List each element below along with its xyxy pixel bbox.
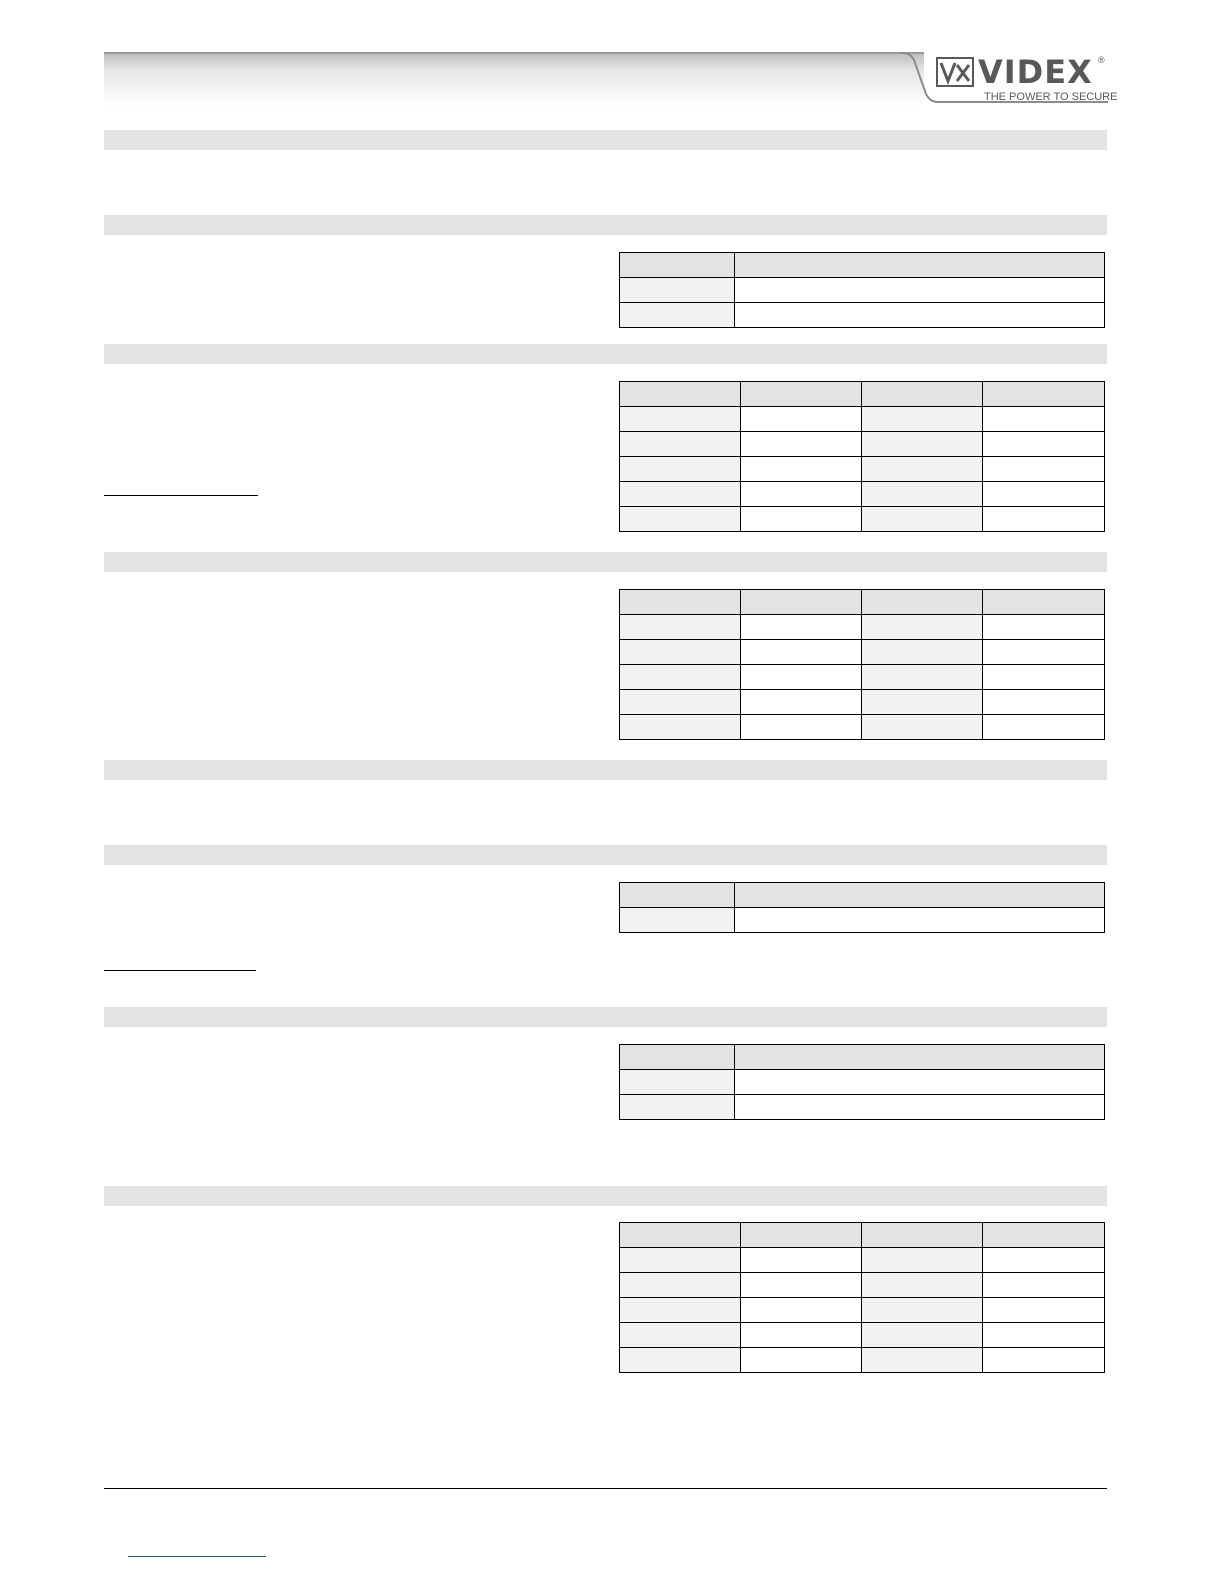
table-header-row: [620, 1223, 1105, 1248]
table-cell: [741, 690, 862, 715]
table-cell: [862, 640, 983, 665]
table-2: [619, 381, 1105, 532]
table-cell: [620, 432, 741, 457]
table-cell: [620, 1298, 741, 1323]
table-header-cell: [983, 1223, 1105, 1248]
table-cell: [862, 407, 983, 432]
table-header-cell: [741, 590, 862, 615]
table-row: [620, 615, 1105, 640]
table-cell: [741, 1348, 862, 1373]
table-cell: [862, 615, 983, 640]
table-cell: [735, 1070, 1105, 1095]
table-cell: [735, 278, 1105, 303]
table-header-cell: [862, 1223, 983, 1248]
table-row: [620, 908, 1105, 933]
table-cell: [620, 1070, 735, 1095]
table-cell: [741, 432, 862, 457]
table-cell: [862, 482, 983, 507]
table-cell: [620, 507, 741, 532]
table-cell: [620, 690, 741, 715]
table-row: [620, 715, 1105, 740]
table-cell: [983, 715, 1105, 740]
table-cell: [983, 432, 1105, 457]
table-cell: [741, 1323, 862, 1348]
table-row: [620, 1095, 1105, 1120]
table-header-row: [620, 253, 1105, 278]
section-bar-7: [104, 1007, 1107, 1027]
table-cell: [620, 1248, 741, 1273]
table-header-cell: [862, 382, 983, 407]
table-cell: [620, 303, 735, 328]
table-cell: [741, 482, 862, 507]
table-cell: [741, 715, 862, 740]
table-cell: [983, 690, 1105, 715]
table-row: [620, 690, 1105, 715]
footer-rule: [104, 1488, 1107, 1489]
table-cell: [620, 1095, 735, 1120]
table-header-cell: [735, 253, 1105, 278]
table-cell: [862, 1323, 983, 1348]
table-row: [620, 482, 1105, 507]
table-cell: [741, 1298, 862, 1323]
table-header-cell: [620, 883, 735, 908]
table-header-row: [620, 590, 1105, 615]
table-row: [620, 1323, 1105, 1348]
table-6: [619, 1222, 1105, 1373]
table-cell: [620, 1273, 741, 1298]
table-cell: [741, 1248, 862, 1273]
table-row: [620, 278, 1105, 303]
table-cell: [741, 457, 862, 482]
table-row: [620, 457, 1105, 482]
table-header-cell: [620, 382, 741, 407]
table-cell: [862, 1273, 983, 1298]
table-header-cell: [620, 590, 741, 615]
logo-tagline: THE POWER TO SECURE: [984, 91, 1118, 103]
table-cell: [983, 407, 1105, 432]
table-cell: [862, 507, 983, 532]
videx-logo: [936, 53, 1118, 105]
table-cell: [983, 482, 1105, 507]
table-cell: [735, 1095, 1105, 1120]
table-cell: [741, 665, 862, 690]
table-cell: [620, 482, 741, 507]
table-cell: [735, 908, 1105, 933]
table-row: [620, 303, 1105, 328]
table-row: [620, 1298, 1105, 1323]
table-header-cell: [862, 590, 983, 615]
table-cell: [741, 640, 862, 665]
table-header-cell: [620, 253, 735, 278]
section-bar-6: [104, 845, 1107, 865]
table-cell: [983, 507, 1105, 532]
table-cell: [862, 457, 983, 482]
table-header-cell: [741, 382, 862, 407]
table-cell: [741, 507, 862, 532]
table-header-cell: [620, 1045, 735, 1070]
table-header-row: [620, 1045, 1105, 1070]
table-5: [619, 1044, 1105, 1120]
table-cell: [620, 457, 741, 482]
section-bar-5: [104, 760, 1107, 780]
section-bar-8: [104, 1186, 1107, 1206]
table-cell: [983, 665, 1105, 690]
table-cell: [862, 665, 983, 690]
table-cell: [620, 665, 741, 690]
table-cell: [620, 278, 735, 303]
table-row: [620, 665, 1105, 690]
table-row: [620, 432, 1105, 457]
table-cell: [983, 1323, 1105, 1348]
table-cell: [741, 1273, 862, 1298]
table-cell: [741, 407, 862, 432]
table-cell: [862, 1348, 983, 1373]
table-cell: [620, 615, 741, 640]
table-cell: [620, 1348, 741, 1373]
underline-rule-2: [104, 970, 256, 971]
section-bar-1: [104, 130, 1107, 150]
table-1: [619, 252, 1105, 328]
table-cell: [862, 715, 983, 740]
table-cell: [983, 615, 1105, 640]
table-header-row: [620, 883, 1105, 908]
table-header-cell: [741, 1223, 862, 1248]
table-cell: [620, 640, 741, 665]
table-3: [619, 589, 1105, 740]
table-header-cell: [620, 1223, 741, 1248]
table-row: [620, 407, 1105, 432]
table-cell: [741, 615, 862, 640]
table-cell: [620, 715, 741, 740]
logo-wordmark: VIDEX: [978, 53, 1093, 91]
table-header-cell: [735, 883, 1105, 908]
table-cell: [983, 457, 1105, 482]
table-cell: [620, 1323, 741, 1348]
table-cell: [862, 690, 983, 715]
section-bar-4: [104, 552, 1107, 572]
footer-link-underline[interactable]: [128, 1556, 266, 1557]
underline-rule-1: [104, 495, 258, 496]
table-header-cell: [735, 1045, 1105, 1070]
table-cell: [983, 1273, 1105, 1298]
table-cell: [862, 432, 983, 457]
table-header-cell: [983, 590, 1105, 615]
table-cell: [983, 1298, 1105, 1323]
table-header-row: [620, 382, 1105, 407]
table-row: [620, 1348, 1105, 1373]
table-row: [620, 1248, 1105, 1273]
table-row: [620, 507, 1105, 532]
table-cell: [862, 1248, 983, 1273]
logo-registered-mark: ®: [1098, 55, 1105, 65]
table-row: [620, 640, 1105, 665]
table-cell: [620, 407, 741, 432]
table-header-cell: [983, 382, 1105, 407]
section-bar-2: [104, 215, 1107, 235]
table-row: [620, 1273, 1105, 1298]
table-cell: [620, 908, 735, 933]
table-cell: [983, 1248, 1105, 1273]
header-band: [104, 52, 924, 108]
table-cell: [983, 1348, 1105, 1373]
table-cell: [862, 1298, 983, 1323]
table-cell: [983, 640, 1105, 665]
table-row: [620, 1070, 1105, 1095]
section-bar-3: [104, 344, 1107, 364]
table-4: [619, 882, 1105, 933]
table-cell: [735, 303, 1105, 328]
videx-logo-mark-icon: [936, 57, 974, 87]
